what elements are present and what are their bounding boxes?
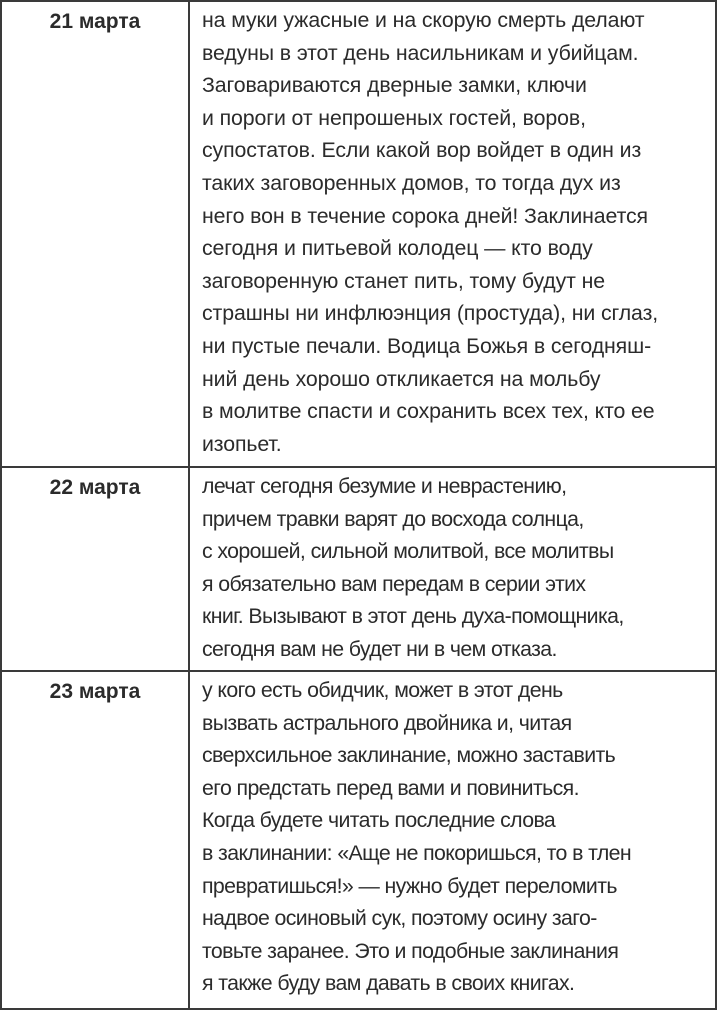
text-line: я обязательно вам передам в серии этих [202,571,586,596]
text-line: сегодня вам не будет ни в чем отказа. [202,636,557,661]
text-line: него вон в течение сорока дней! Заклинается [202,203,648,228]
text-line: превратишься!» — нужно будет переломить [202,873,617,898]
text-line: сверхсильное заклинание, можно заставить [202,743,616,768]
text-line: изопьет. [202,431,282,456]
text-line: ний день хорошо откликается на мольбу [202,366,601,391]
text-line: с хорошей, сильной молитвой, все молитвы [202,539,614,564]
text-line: супостатов. Если какой вор войдет в один из [202,138,642,163]
table-row [1,671,716,1009]
description-cell [189,671,716,1009]
text-line: заговоренную станет пить, тому будут не [202,268,606,293]
date-cell: 22 марта [1,467,189,671]
text-line: товьте заранее. Это и подобные заклинания [202,938,619,963]
text-line: лечат сегодня безумие и неврастению, [202,474,567,498]
text-line: Когда будете читать последние слова [202,808,556,833]
text-line: книг. Вызывают в этот день духа-помощника, [202,604,624,629]
text-line: таких заговоренных домов, то тогда дух из [202,170,621,195]
date-cell: 23 марта [1,671,189,1009]
text-line: его предстать перед вами и повиниться. [202,775,579,800]
text-line: надвое осиновый сук, поэтому осину заго- [202,906,597,931]
text-line: и пороги от непрошеных гостей, воров, [202,105,586,130]
text-line: ведуны в этот день насильникам и убийцам. [202,40,639,65]
date-cell: 21 марта [1,1,189,467]
description-cell [189,467,716,671]
text-line: я также буду вам давать в своих книгах. [202,971,575,996]
text-line: ни пустые печали. Водица Божья в сегодняш- [202,333,652,358]
table-row [1,467,716,671]
table-row [1,1,716,467]
text-line: причем травки варят до восхода солнца, [202,506,584,531]
text-line: в заклинании: «Аще не покоришься, то в тлен [202,840,632,865]
text-line: в молитве спасти и сохранить всех тех, кто ее [202,399,655,424]
text-line: на муки ужасные и на скорую смерть делают [202,8,645,32]
description-cell [189,1,716,467]
text-line: Заговариваются дверные замки, ключи [202,73,587,98]
text-line: вызвать астрального двойника и, читая [202,710,572,735]
text-line: у кого есть обидчик, может в этот день [202,678,563,702]
text-line: страшны ни инфлюэнция (простуда), ни сглаз, [202,301,659,326]
text-line: сегодня и питьевой колодец — кто воду [202,236,593,261]
